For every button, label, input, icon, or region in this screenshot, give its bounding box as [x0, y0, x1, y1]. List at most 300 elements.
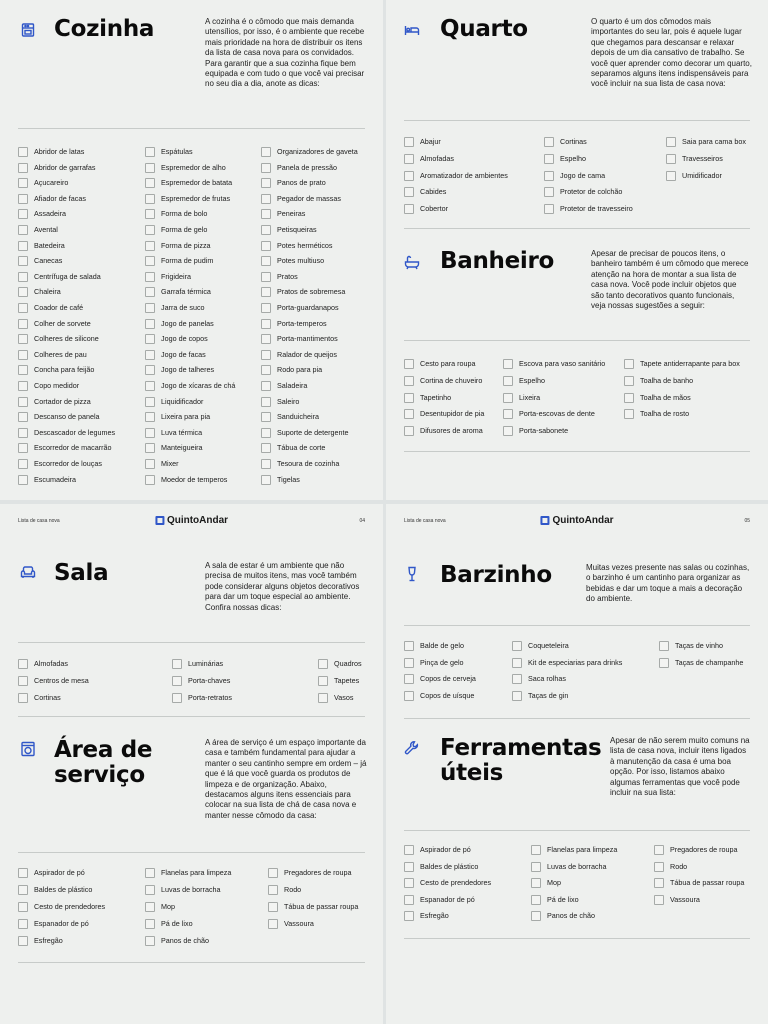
checklist-item-label: Moedor de temperos: [161, 474, 228, 484]
checkbox[interactable]: [404, 359, 414, 369]
checklist-item-label: Colher de sorvete: [34, 318, 91, 328]
checkbox[interactable]: [18, 209, 28, 219]
page-cozinha: [0, 0, 383, 500]
checkbox[interactable]: [145, 241, 155, 251]
checkbox[interactable]: [404, 171, 414, 181]
checkbox[interactable]: [18, 428, 28, 438]
page-number: 04: [359, 518, 365, 524]
checkbox[interactable]: [18, 459, 28, 469]
checklist-item-label: Tábua de passar roupa: [670, 878, 745, 888]
page-number: 05: [744, 518, 750, 524]
checkbox[interactable]: [145, 412, 155, 422]
checklist-item-label: Panos de chão: [161, 936, 209, 945]
checkbox[interactable]: [145, 919, 155, 929]
checkbox[interactable]: [261, 225, 271, 235]
checkbox[interactable]: [145, 303, 155, 313]
checkbox[interactable]: [145, 178, 155, 188]
checklist-item-label: Tapetes: [334, 676, 360, 685]
checkbox[interactable]: [503, 409, 513, 419]
checkbox[interactable]: [18, 350, 28, 360]
checklist-item-label: Coador de café: [34, 303, 84, 312]
checklist-item-label: Pegador de massas: [277, 193, 341, 203]
checkbox[interactable]: [145, 334, 155, 344]
checklist-item-label: Ralador de queijos: [277, 349, 337, 359]
checkbox[interactable]: [145, 256, 155, 266]
divider: [404, 120, 750, 121]
section-title: Barzinho: [440, 562, 552, 588]
checklist-item-label: Porta-retratos: [188, 693, 232, 702]
checkbox[interactable]: [268, 885, 278, 895]
checkbox[interactable]: [18, 936, 28, 946]
footer-label: Lista de casa nova: [404, 518, 446, 524]
checklist-item-label: Tábua de passar roupa: [284, 902, 359, 911]
checklist-item-label: Peneiras: [277, 209, 306, 219]
logo-icon: [540, 516, 549, 525]
checkbox[interactable]: [666, 137, 676, 147]
section-title: Quarto: [440, 16, 528, 42]
checkbox[interactable]: [531, 845, 541, 855]
checkbox[interactable]: [145, 163, 155, 173]
checklist-item-label: Saia para cama box: [682, 137, 746, 146]
checkbox[interactable]: [654, 845, 664, 855]
checkbox[interactable]: [624, 393, 634, 403]
checkbox[interactable]: [544, 187, 554, 197]
checkbox[interactable]: [404, 911, 414, 921]
checklist-item-label: Esfregão: [34, 936, 63, 945]
checklist-item-label: Baldes de plástico: [34, 885, 93, 894]
checklist-item-label: Toalha de banho: [640, 375, 694, 385]
checkbox[interactable]: [404, 187, 414, 197]
checklist-item-label: Lixeira para pia: [161, 412, 211, 422]
checkbox[interactable]: [318, 659, 328, 669]
page-quarto-banheiro: [386, 0, 768, 500]
checklist-item-label: Lixeira: [519, 392, 541, 402]
checklist-item-label: Luva térmica: [161, 427, 203, 437]
checklist-item-label: Porta-escovas de dente: [519, 409, 595, 419]
checkbox[interactable]: [172, 659, 182, 669]
checkbox[interactable]: [18, 334, 28, 344]
checklist-item-label: Escorredor de macarrão: [34, 443, 112, 453]
page-footer: [404, 515, 750, 529]
divider: [404, 625, 750, 626]
section-title: Cozinha: [54, 16, 155, 42]
checkbox[interactable]: [261, 303, 271, 313]
checkbox[interactable]: [261, 272, 271, 282]
checkbox[interactable]: [544, 204, 554, 214]
checkbox[interactable]: [261, 334, 271, 344]
checkbox[interactable]: [18, 303, 28, 313]
checklist-item-label: Cortinas: [560, 137, 587, 146]
checklist-item-label: Taças de champanhe: [675, 657, 744, 667]
checklist-item-label: Panos de prato: [277, 178, 326, 188]
checkbox[interactable]: [18, 693, 28, 703]
checklist-item-label: Batedeira: [34, 240, 65, 250]
checkbox[interactable]: [512, 658, 522, 668]
checklist-item-label: Rodo: [284, 885, 302, 894]
checklist-item-label: Taças de vinho: [675, 641, 723, 650]
checkbox[interactable]: [261, 241, 271, 251]
checklist-item-label: Travesseiros: [682, 153, 723, 163]
checklist-item-label: Açucareiro: [34, 178, 69, 188]
checklist-item-label: Pinça de gelo: [420, 657, 464, 667]
checklist-item-label: Frigideira: [161, 271, 191, 281]
checkbox[interactable]: [404, 862, 414, 872]
checklist-item-label: Porta-chaves: [188, 676, 231, 685]
checklist-item-label: Forma de bolo: [161, 209, 208, 219]
checkbox[interactable]: [18, 365, 28, 375]
checkbox[interactable]: [18, 147, 28, 157]
checkbox[interactable]: [18, 241, 28, 251]
checkbox[interactable]: [654, 862, 664, 872]
checklist-item-label: Vasos: [334, 693, 354, 702]
checklist-item-label: Jogo de panelas: [161, 318, 214, 328]
checklist-item-label: Cortina de chuveiro: [420, 375, 483, 385]
checklist-item-label: Copos de uísque: [420, 690, 475, 700]
checklist-item-label: Jogo de copos: [161, 334, 208, 344]
checklist-item-label: Assadeira: [34, 209, 66, 219]
checklist-item-label: Escorredor de louças: [34, 459, 102, 468]
checkbox[interactable]: [404, 674, 414, 684]
checkbox[interactable]: [18, 225, 28, 235]
checklist-item-label: Protetor de travesseiro: [560, 204, 633, 214]
checklist-item-label: Taças de gin: [528, 690, 569, 700]
divider: [404, 938, 750, 939]
checklist-item-label: Descanso de panela: [34, 412, 100, 422]
checklist-item-label: Mop: [547, 878, 561, 888]
checkbox[interactable]: [531, 911, 541, 921]
checkbox[interactable]: [261, 475, 271, 485]
checkbox[interactable]: [261, 319, 271, 329]
checklist-item-label: Jogo de talheres: [161, 365, 215, 375]
section-title: Área de serviço: [54, 737, 153, 788]
checklist-item-label: Aspirador de pó: [34, 868, 85, 877]
checkbox[interactable]: [18, 868, 28, 878]
checklist-item-label: Concha para feijão: [34, 365, 95, 375]
checklist-item-label: Aromatizador de ambientes: [420, 170, 508, 180]
checkbox[interactable]: [18, 287, 28, 297]
checkbox[interactable]: [544, 171, 554, 181]
checklist-item-label: Pá de lixo: [547, 894, 579, 904]
checkbox[interactable]: [145, 868, 155, 878]
checklist-item-label: Jarra de suco: [161, 303, 205, 312]
checkbox[interactable]: [666, 154, 676, 164]
divider: [404, 228, 750, 229]
checklist-item-label: Espátulas: [161, 147, 193, 156]
checklist-item-label: Aspirador de pó: [420, 845, 471, 854]
checklist-item-label: Jogo de facas: [161, 349, 206, 359]
checklist-item-label: Espanador de pó: [420, 894, 475, 904]
checkbox[interactable]: [404, 154, 414, 164]
checklist-item-label: Abridor de latas: [34, 147, 85, 156]
checkbox[interactable]: [145, 209, 155, 219]
checkbox[interactable]: [145, 459, 155, 469]
checkbox[interactable]: [503, 393, 513, 403]
checklist-item-label: Organizadores de gaveta: [277, 147, 358, 156]
checkbox[interactable]: [261, 428, 271, 438]
checklist-item-label: Cesto para roupa: [420, 359, 476, 368]
checkbox[interactable]: [261, 459, 271, 469]
checklist-item-label: Tesoura de cozinha: [277, 459, 340, 468]
divider: [404, 830, 750, 831]
checkbox[interactable]: [404, 137, 414, 147]
divider: [18, 128, 365, 129]
checkbox[interactable]: [18, 475, 28, 485]
checklist-item-label: Mop: [161, 902, 175, 911]
checklist-item-label: Tigelas: [277, 474, 300, 484]
checkbox[interactable]: [512, 691, 522, 701]
checklist-item-label: Toalha de mãos: [640, 392, 691, 402]
checklist-item-label: Jogo de xícaras de chá: [161, 381, 236, 390]
checkbox[interactable]: [18, 397, 28, 407]
checkbox[interactable]: [18, 659, 28, 669]
checklist-item-label: Jogo de cama: [560, 170, 606, 180]
checkbox[interactable]: [666, 171, 676, 181]
checklist-item-label: Escumadeira: [34, 474, 76, 484]
checkbox[interactable]: [18, 381, 28, 391]
checkbox[interactable]: [261, 365, 271, 375]
checklist-item-label: Centrífuga de salada: [34, 271, 101, 281]
checklist-item-label: Coqueteleira: [528, 641, 569, 650]
checklist-item-label: Chaleira: [34, 287, 61, 297]
checklist-item-label: Quadros: [334, 659, 362, 668]
checkbox[interactable]: [512, 674, 522, 684]
checklist-item-label: Pregadores de roupa: [284, 868, 352, 877]
checkbox[interactable]: [512, 641, 522, 651]
checkbox[interactable]: [531, 878, 541, 888]
checkbox[interactable]: [18, 676, 28, 686]
checkbox[interactable]: [18, 163, 28, 173]
checklist-item-label: Espremedor de frutas: [161, 193, 231, 203]
checkbox[interactable]: [404, 376, 414, 386]
checkbox[interactable]: [544, 137, 554, 147]
page-footer: [18, 515, 365, 529]
checkbox[interactable]: [261, 397, 271, 407]
checkbox[interactable]: [18, 902, 28, 912]
checklist-item-label: Afiador de facas: [34, 193, 86, 203]
checkbox[interactable]: [172, 676, 182, 686]
checkbox[interactable]: [145, 936, 155, 946]
checklist-item-label: Esfregão: [420, 911, 449, 921]
brand-logo: QuintoAndar: [155, 515, 228, 526]
checkbox[interactable]: [145, 350, 155, 360]
checklist-item-label: Difusores de aroma: [420, 426, 483, 436]
checklist-item-label: Copos de cerveja: [420, 674, 476, 684]
checklist-item-label: Potes multiuso: [277, 256, 325, 266]
checkbox[interactable]: [404, 878, 414, 888]
checklist-item-label: Tábua de corte: [277, 443, 326, 453]
checkbox[interactable]: [261, 412, 271, 422]
checkbox[interactable]: [404, 895, 414, 905]
checkbox[interactable]: [404, 393, 414, 403]
checklist-item-label: Liquidificador: [161, 396, 204, 406]
checkbox[interactable]: [318, 693, 328, 703]
checkbox[interactable]: [18, 319, 28, 329]
checkbox[interactable]: [145, 194, 155, 204]
checkbox[interactable]: [404, 658, 414, 668]
checkbox[interactable]: [145, 902, 155, 912]
page-sala-area: [0, 504, 383, 1024]
checklist-item-label: Canecas: [34, 256, 63, 266]
checkbox[interactable]: [18, 412, 28, 422]
checkbox[interactable]: [261, 256, 271, 266]
checklist-item-label: Espelho: [560, 153, 586, 163]
divider: [404, 718, 750, 719]
checklist-item-label: Cesto de prendedores: [34, 902, 106, 911]
checklist-item-label: Pá de lixo: [161, 919, 193, 928]
checklist-item-label: Luminárias: [188, 659, 224, 668]
checkbox[interactable]: [145, 225, 155, 235]
checklist-item-label: Kit de especiarias para drinks: [528, 657, 623, 667]
checklist-item-label: Escova para vaso sanitário: [519, 359, 606, 368]
section-description: Apesar de precisar de poucos itens, o banheiro também é um cômodo que merece atenção na hora de montar a sua lista de casa nova. Você pode incluir objetos que são tanto decorativos quanto funcionais, veja nossas sugestões a seguir:: [591, 249, 749, 311]
checkbox[interactable]: [268, 902, 278, 912]
section-description: A área de serviço é um espaço importante da casa e também fundamental para ajudar a manter o seu cantinho sempre em ordem – já que é lá que você guarda os produtos de limpeza e de organização. Abaixo, destacamos alguns itens essenciais para colocar na sua lista de chá de casa nova e manter nesse cômodo da casa:: [205, 738, 367, 820]
checkbox[interactable]: [145, 319, 155, 329]
checkbox[interactable]: [261, 209, 271, 219]
checklist-item-label: Umidificador: [682, 170, 722, 180]
checkbox[interactable]: [544, 154, 554, 164]
checkbox[interactable]: [318, 676, 328, 686]
checklist-item-label: Flanelas para limpeza: [547, 845, 618, 854]
checkbox[interactable]: [145, 443, 155, 453]
checklist-item-label: Avental: [34, 225, 58, 234]
checklist-item-label: Garrafa térmica: [161, 287, 211, 297]
checklist-item-label: Forma de pudim: [161, 256, 214, 266]
checkbox[interactable]: [261, 147, 271, 157]
checkbox[interactable]: [261, 163, 271, 173]
checkbox[interactable]: [654, 895, 664, 905]
brand-logo: QuintoAndar: [540, 515, 613, 526]
checkbox[interactable]: [624, 376, 634, 386]
section-description: Apesar de não serem muito comuns na lista de casa nova, incluir itens ligados à manutenção da casa é uma boa opção. Por isso, listamos abaixo algumas ferramentas que você pode incluir na sua lista:: [610, 736, 750, 798]
checkbox[interactable]: [145, 287, 155, 297]
footer-label: Lista de casa nova: [18, 518, 60, 524]
checklist-item-label: Cesto de prendedores: [420, 878, 492, 888]
checklist-item-label: Sanduicheira: [277, 412, 319, 422]
divider: [404, 451, 750, 452]
checklist-item-label: Toalha de rosto: [640, 409, 690, 419]
checklist-item-label: Porta-guardanapos: [277, 303, 339, 312]
checkbox[interactable]: [261, 194, 271, 204]
checkbox[interactable]: [654, 878, 664, 888]
checklist-item-label: Colheres de pau: [34, 349, 87, 359]
section-title: Sala: [54, 560, 109, 586]
checkbox[interactable]: [261, 443, 271, 453]
checklist-item-label: Protetor de colchão: [560, 187, 623, 197]
checklist-item-label: Balde de gelo: [420, 641, 464, 650]
checklist-item-label: Almofadas: [34, 659, 68, 668]
checkbox[interactable]: [261, 350, 271, 360]
checkbox[interactable]: [18, 443, 28, 453]
checkbox[interactable]: [18, 256, 28, 266]
checklist-item-label: Saca rolhas: [528, 674, 566, 684]
checklist-item-label: Descascador de legumes: [34, 427, 116, 437]
checkbox[interactable]: [404, 426, 414, 436]
checkbox[interactable]: [18, 194, 28, 204]
checklist-item-label: Vassoura: [670, 894, 700, 904]
checklist-item-label: Espelho: [519, 375, 545, 385]
checkbox[interactable]: [172, 693, 182, 703]
checkbox[interactable]: [145, 381, 155, 391]
checkbox[interactable]: [145, 475, 155, 485]
checkbox[interactable]: [404, 409, 414, 419]
checklist-item-label: Manteigueira: [161, 443, 203, 453]
checkbox[interactable]: [145, 397, 155, 407]
checkbox[interactable]: [18, 885, 28, 895]
checkbox[interactable]: [145, 147, 155, 157]
checkbox[interactable]: [624, 409, 634, 419]
checklist-item-label: Espremedor de batata: [161, 178, 233, 188]
divider: [404, 340, 750, 341]
section-title: Ferramentas úteis: [440, 735, 602, 786]
checklist-item-label: Espanador de pó: [34, 919, 89, 928]
sofa-icon: [20, 564, 36, 580]
checkbox[interactable]: [145, 272, 155, 282]
checkbox[interactable]: [18, 919, 28, 929]
checkbox[interactable]: [261, 381, 271, 391]
checkbox[interactable]: [404, 845, 414, 855]
checkbox[interactable]: [659, 641, 669, 651]
stove-icon: [20, 22, 36, 38]
checkbox[interactable]: [145, 365, 155, 375]
checklist-item-label: Desentupidor de pia: [420, 409, 485, 419]
checklist-item-label: Rodo para pia: [277, 365, 323, 375]
checkbox[interactable]: [404, 204, 414, 214]
bathtub-icon: [404, 254, 420, 270]
checkbox[interactable]: [145, 428, 155, 438]
checkbox[interactable]: [145, 885, 155, 895]
checklist-item-label: Luvas de borracha: [161, 885, 221, 894]
checkbox[interactable]: [503, 426, 513, 436]
washing-machine-icon: [20, 741, 36, 757]
logo-icon: [155, 516, 164, 525]
checklist-item-label: Colheres de silicone: [34, 334, 99, 344]
section-description: A cozinha é o cômodo que mais demanda utensílios, por isso, é o ambiente que recebe mais prioridade na hora de distribuir os itens da lista de casa nova para os convidados. Para garantir que a sua cozinha fique bem equipada e com tudo o que você vai precisar no seu dia a dia, anote as dicas:: [205, 17, 365, 89]
checkbox[interactable]: [404, 641, 414, 651]
checklist-item-label: Baldes de plástico: [420, 861, 479, 871]
section-description: A sala de estar é um ambiente que não precisa de muitos itens, mas você também pode considerar alguns objetos decorativos para dar um toque especial ao ambiente. Confira nossas dicas:: [205, 561, 360, 612]
checkbox[interactable]: [503, 359, 513, 369]
checklist-item-label: Espremedor de alho: [161, 162, 226, 172]
checklist-item-label: Cobertor: [420, 204, 448, 214]
checkbox[interactable]: [404, 691, 414, 701]
checklist-item-label: Cortinas: [34, 693, 61, 702]
checklist-item-label: Abridor de garrafas: [34, 162, 96, 172]
checkbox[interactable]: [18, 178, 28, 188]
checklist-item-label: Cortador de pizza: [34, 396, 91, 406]
section-description: Muitas vezes presente nas salas ou cozinhas, o barzinho é um cantinho para organizar as bebidas e dar um toque a mais a decoração do ambiente.: [586, 563, 750, 604]
section-title: Banheiro: [440, 248, 555, 274]
checklist-item-label: Flanelas para limpeza: [161, 868, 232, 877]
checklist-item-label: Forma de gelo: [161, 225, 208, 234]
checklist-item-label: Rodo: [670, 861, 688, 871]
checklist-item-label: Copo medidor: [34, 381, 80, 390]
checkbox[interactable]: [268, 919, 278, 929]
checklist-item-label: Tapetinho: [420, 392, 452, 402]
checkbox[interactable]: [531, 862, 541, 872]
checkbox[interactable]: [18, 272, 28, 282]
wine-glass-icon: [404, 566, 420, 582]
checkbox[interactable]: [503, 376, 513, 386]
checkbox[interactable]: [531, 895, 541, 905]
checkbox[interactable]: [268, 868, 278, 878]
checkbox[interactable]: [261, 287, 271, 297]
checkbox[interactable]: [624, 359, 634, 369]
checkbox[interactable]: [659, 658, 669, 668]
checklist-item-label: Tapete antiderrapante para box: [640, 359, 740, 368]
checkbox[interactable]: [261, 178, 271, 188]
checklist-item-label: Panela de pressão: [277, 162, 337, 172]
